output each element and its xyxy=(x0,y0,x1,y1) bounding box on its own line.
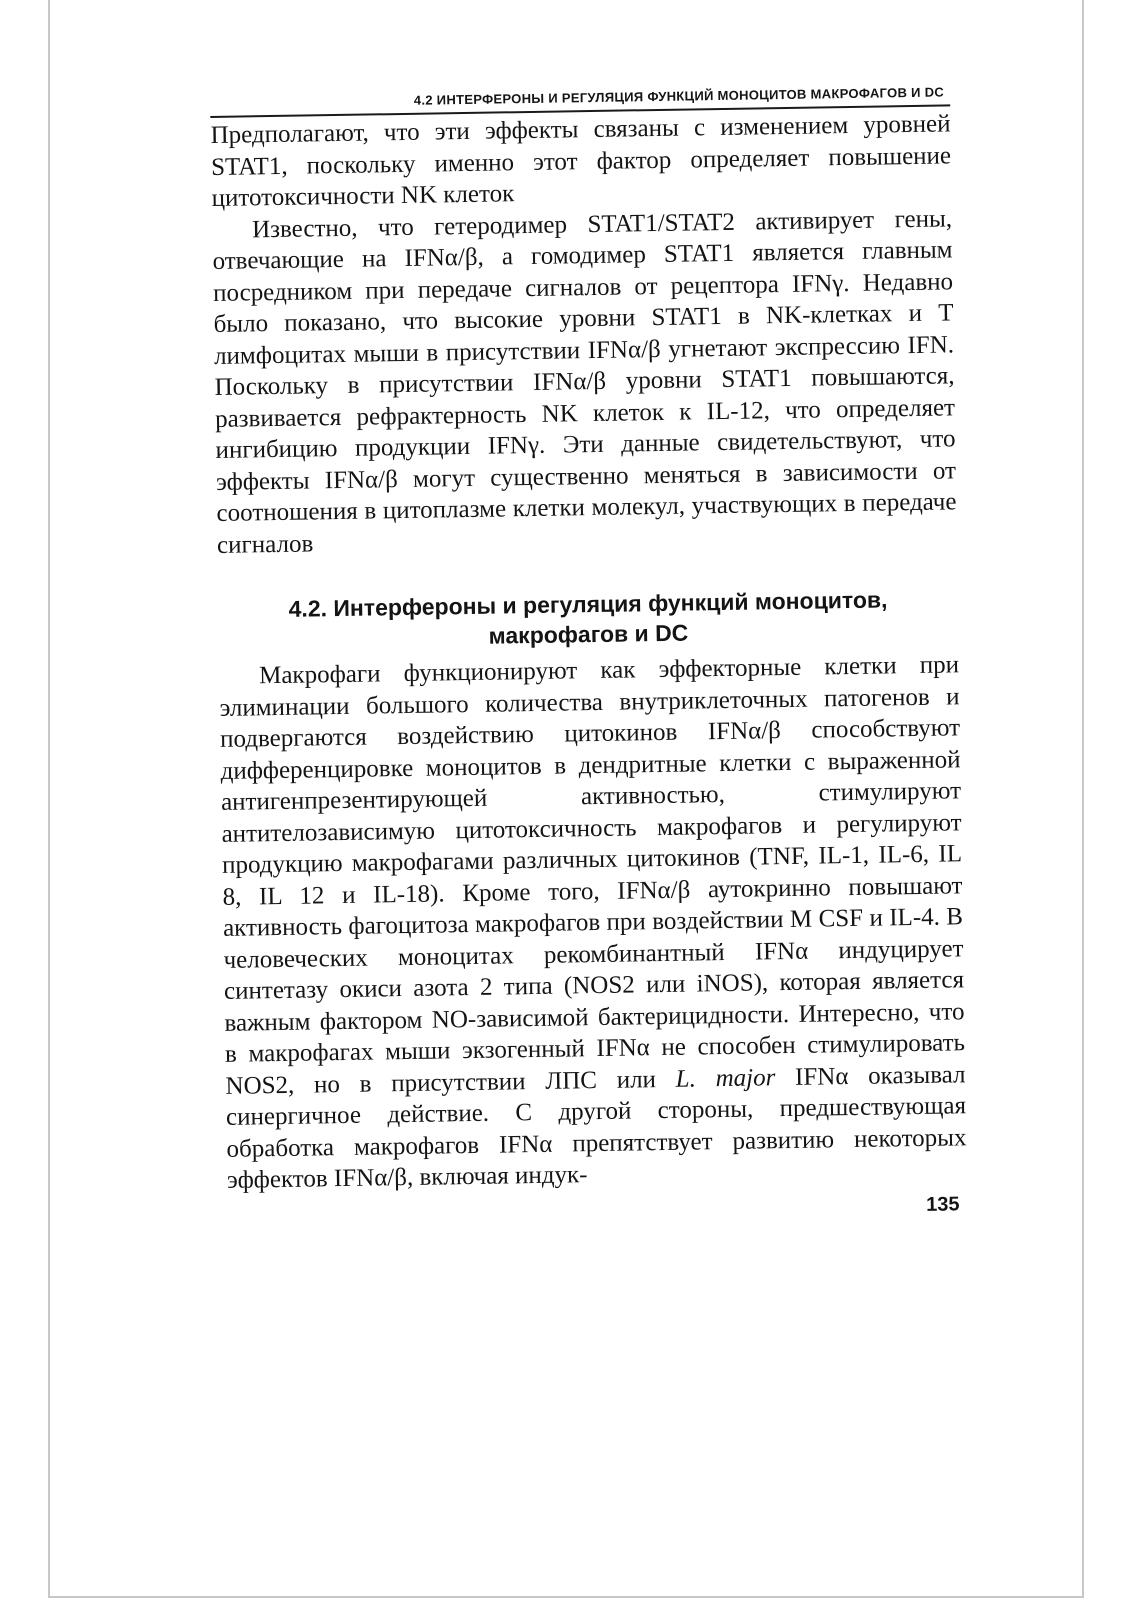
page-number: 135 xyxy=(925,1192,960,1216)
body-text-section xyxy=(219,649,967,1196)
running-head: 4.2 ИНТЕРФЕРОНЫ И РЕГУЛЯЦИЯ ФУНКЦИЙ МОНОЦИТОВ МАКРОФАГОВ И DC xyxy=(413,84,945,108)
section-heading-line-1: 4.2. Интерфероны и регуляция функций моноцитов, xyxy=(288,586,888,622)
section-heading-line-2: макрофагов и DC xyxy=(488,619,689,649)
paragraph-continuation: Предполагают, что эти эффекты связаны с изменением уровней STAT1, поскольку именно этот фактор определяет повышение цитотоксичности NK клеток xyxy=(210,110,952,212)
paragraph-text-part-2: IFNα оказывал синергичное действие. С другой стороны, предшествующая обработка макрофагов IFNα препятствует развитию некоторых эффектов IFNα/β, включая индук- xyxy=(225,1060,967,1194)
species-name-italic: L. major xyxy=(675,1063,776,1093)
section-heading xyxy=(218,583,959,655)
paragraph-stat1: Известно, что гетеродимер STAT1/STAT2 активирует гены, отвечающие на IFNα/β, а гомодимер STAT1 является главным посредником при передаче сигналов от рецептора IFNγ. Недавно было показано, что высокие уровни STAT1 в NK-клетках и T лимфоцитах мыши в присутствии IFNα/β угнетают экспрессию IFN. Поскольку в присутствии IFNα/β уровни STAT1 повышаются, развивается рефрактерность NK клеток к IL-12, что определяет ингибицию продукции IFNγ. Эти данные свидетельствуют, что эффекты IFNα/β могут существенно меняться в зависимости от соотношения в цитоплазме клетки молекул, участвующих в передаче сигналов xyxy=(212,204,957,559)
page-sheet xyxy=(48,0,1084,1598)
body-text-top xyxy=(210,108,957,561)
page-content xyxy=(210,84,968,1227)
paragraph-macrophages xyxy=(219,649,967,1196)
paragraph-text-part-1: Макрофаги функционируют как эффекторные клетки при элиминации большого количества внутриклеточных патогенов и подвергаются воздействию цитокинов IFNα/β способствуют дифференцировке моноцитов в дендритные клетки с выраженной антигенпрезентирующей активностью, стимулируют антителозависимую цитотоксичность макрофагов и регулируют продукцию макрофагами различных цитокинов (TNF, IL-1, IL-6, IL 8, IL 12 и IL-18). Кроме того, IFNα/β аутокринно повышают активность фагоцитоза макрофагов при воздействии M CSF и IL-4. В человеческих моноцитах рекомбинантный IFNα индуцирует синтетазу окиси азота 2 типа (NOS2 или iNOS), которая является важным фактором NO-зависимой бактерицидности. Интересно, что в макрофагах мыши экзогенный IFNα не способен стимулировать NOS2, но в присутствии ЛПС или xyxy=(219,651,966,1100)
